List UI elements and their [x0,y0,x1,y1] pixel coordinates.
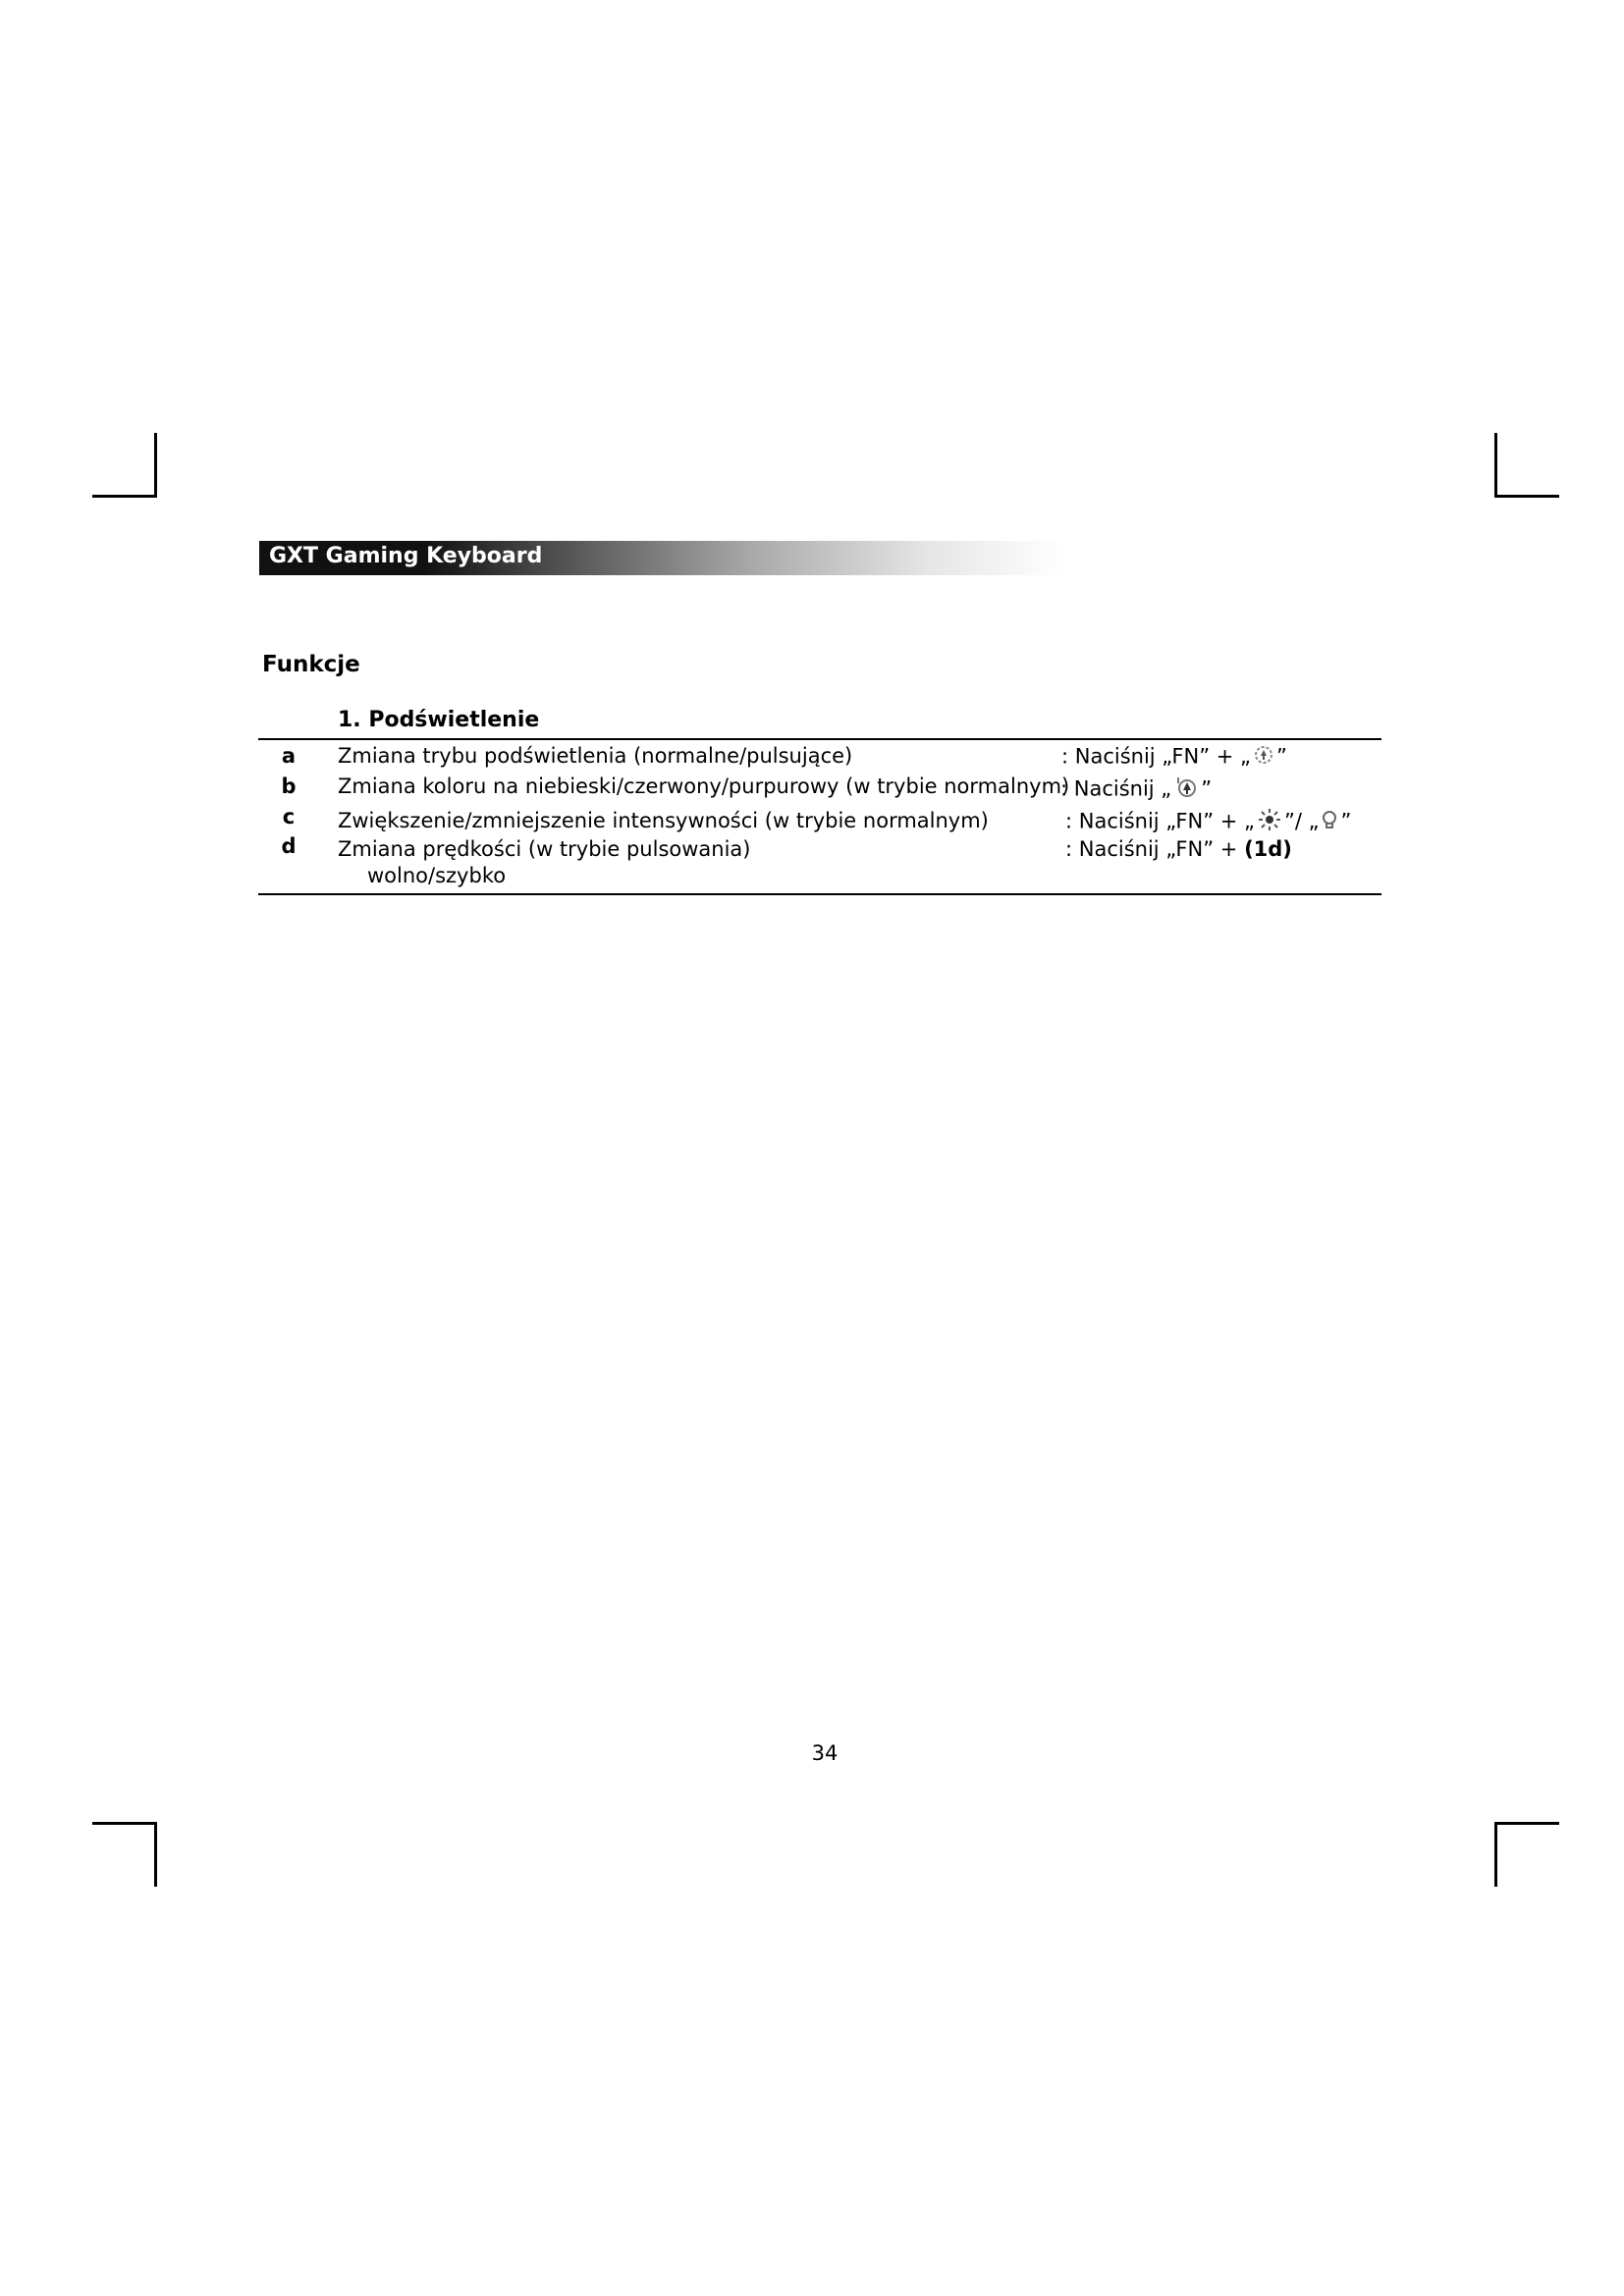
row-action-b-prefix: : Naciśnij „ [1060,776,1172,801]
section-title: Funkcje [262,652,360,677]
backlight-color-icon [1173,774,1199,805]
row-action-a [1061,744,1287,771]
header-title: GXT Gaming Keyboard [269,544,543,568]
row-action-b-suffix: ” [1201,776,1213,801]
row-action-a-suffix: ” [1275,744,1287,769]
row-action-c [1065,807,1351,837]
crop-mark-bottom-left-vertical [154,1822,157,1887]
table-top-rule [258,738,1381,740]
row-action-c-suffix: ” [1340,809,1352,833]
backlight-mode-icon [1253,744,1274,771]
row-letter-d: d [281,834,297,858]
row-action-c-prefix: : Naciśnij „FN” + „ [1065,809,1255,833]
row-description-c: Zwiększenie/zmniejszenie intensywności (w trybie normalnym) [338,809,989,832]
row-description-a: Zmiana trybu podświetlenia (normalne/pulsujące) [338,744,853,768]
row-action-d [1065,837,1292,861]
row-action-d-key: (1d) [1244,837,1292,861]
header-banner [259,541,1290,575]
crop-mark-bottom-left-horizontal [92,1822,157,1825]
row-action-b [1060,774,1212,805]
row-letter-c: c [282,805,296,828]
row-action-d-prefix: : Naciśnij „FN” + [1065,837,1245,861]
crop-mark-bottom-right-horizontal [1494,1822,1559,1825]
subsection-title: 1. Podświetlenie [338,708,540,732]
row-description-b: Zmiana koloru na niebieski/czerwony/purpurowy (w trybie normalnym) [338,774,1070,798]
row-description-d: Zmiana prędkości (w trybie pulsowania) [338,837,751,861]
row-action-c-middle: ”/ „ [1283,809,1320,833]
crop-mark-top-right-vertical [1494,433,1497,498]
row-description-d-line2: wolno/szybko [367,864,507,887]
row-action-a-prefix: : Naciśnij „FN” + „ [1061,744,1251,769]
row-letter-b: b [281,774,297,798]
brightness-up-icon [1257,807,1282,837]
table-bottom-rule [258,893,1381,895]
crop-mark-top-left-horizontal [92,495,157,498]
brightness-down-icon [1321,809,1338,835]
crop-mark-bottom-right-vertical [1494,1822,1497,1887]
page-number: 34 [811,1741,839,1765]
crop-mark-top-right-horizontal [1494,495,1559,498]
row-letter-a: a [281,744,297,768]
crop-mark-top-left-vertical [154,433,157,498]
